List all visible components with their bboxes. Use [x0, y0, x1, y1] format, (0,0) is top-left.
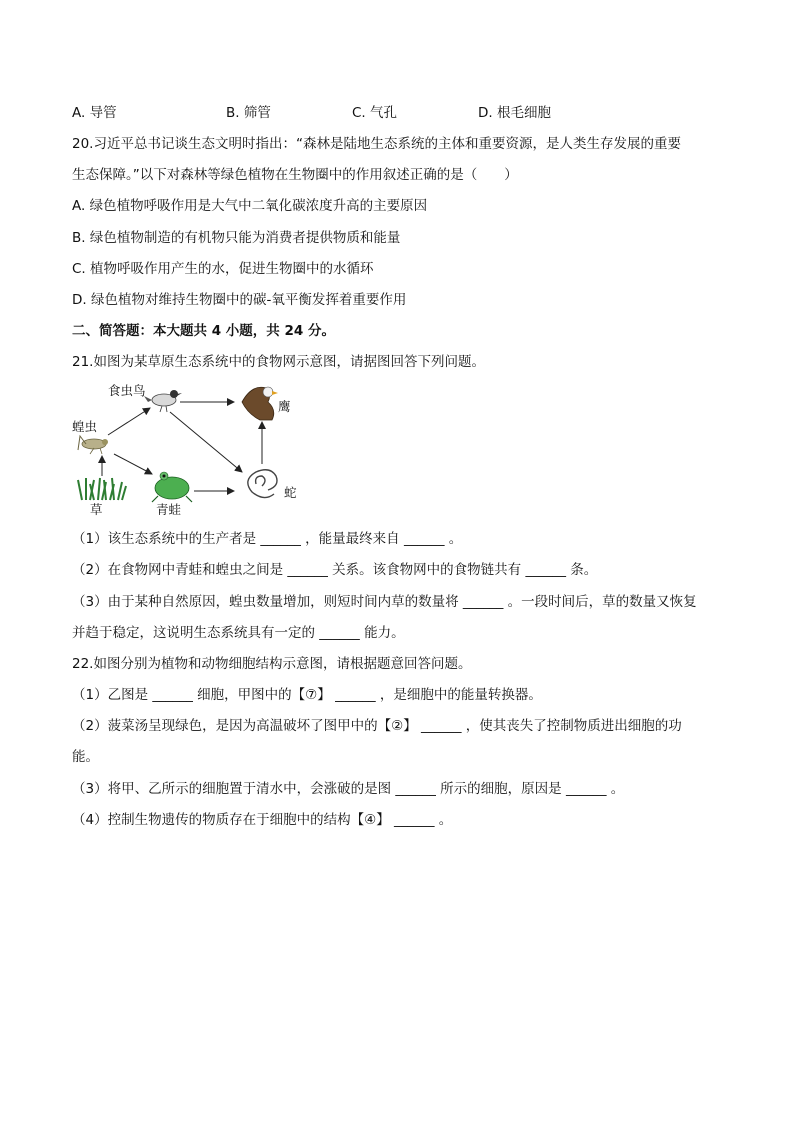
arrow-bird-to-snake: [170, 412, 242, 472]
q20-option-a: A. 绿色植物呼吸作用是大气中二氧化碳浓度升高的主要原因: [72, 198, 428, 214]
q21-stem: 21.如图为某草原生态系统中的食物网示意图，请据图回答下列问题。: [72, 354, 485, 370]
arrow-grasshopper-to-frog: [114, 454, 152, 474]
q20-stem-line1: 20.习近平总书记谈生态文明时指出：“森林是陆地生态系统的主体和重要资源，是人类生存发展的重要: [72, 136, 681, 152]
q22-sub1: （1）乙图是 ______ 细胞，甲图中的【⑦】 ______ ，是细胞中的能量转换器。: [72, 687, 542, 703]
q22-sub2-line1: （2）菠菜汤呈现绿色，是因为高温破坏了图甲中的【②】 ______ ，使其丧失了控制物质进出细胞的功: [72, 718, 682, 734]
q20-option-d: D. 绿色植物对维持生物圈中的碳-氧平衡发挥着重要作用: [72, 292, 407, 308]
q20-option-c: C. 植物呼吸作用产生的水，促进生物圈中的水循环: [72, 261, 374, 277]
q20-stem-line2: 生态保障。”以下对森林等绿色植物在生物圈中的作用叙述正确的是（ ）: [72, 167, 518, 183]
grass-icon: [78, 478, 126, 500]
q19-option-d: D. 根毛细胞: [478, 105, 551, 121]
grasshopper-icon: [78, 436, 108, 454]
q20-option-b: B. 绿色植物制造的有机物只能为消费者提供物质和能量: [72, 230, 401, 246]
q19-option-b: B. 筛管: [226, 105, 271, 121]
q21-sub3-line2: 并趋于稳定，这说明生态系统具有一定的 ______ 能力。: [72, 625, 405, 641]
label-grass: 草: [90, 502, 103, 517]
q19-option-a: A. 导管: [72, 105, 117, 121]
q22-sub2-line2: 能。: [72, 749, 99, 765]
frog-icon: [152, 472, 192, 502]
q21-sub2: （2）在食物网中青蛙和蝗虫之间是 ______ 关系。该食物网中的食物链共有 ______ 条。: [72, 562, 598, 578]
label-bird: 食虫鸟: [108, 383, 146, 398]
snake-icon: [248, 470, 277, 498]
q21-sub1: （1）该生态系统中的生产者是 ______ ，能量最终来自 ______ 。: [72, 531, 463, 547]
q22-sub3: （3）将甲、乙所示的细胞置于清水中，会涨破的是图 ______ 所示的细胞，原因是 ______ 。: [72, 781, 625, 797]
label-eagle: 鹰: [278, 399, 291, 414]
label-frog: 青蛙: [156, 502, 182, 517]
label-snake: 蛇: [284, 485, 297, 500]
section-header: 二、简答题：本大题共 4 小题，共 24 分。: [72, 323, 335, 339]
eagle-icon: [242, 387, 278, 420]
arrow-grasshopper-to-bird: [108, 408, 150, 435]
label-grasshopper: 蝗虫: [72, 419, 98, 434]
q22-sub4: （4）控制生物遗传的物质存在于细胞中的结构【④】 ______ 。: [72, 812, 453, 828]
q19-option-c: C. 气孔: [352, 105, 398, 121]
q22-stem: 22.如图分别为植物和动物细胞结构示意图，请根据题意回答问题。: [72, 656, 472, 672]
food-web-diagram: [72, 380, 312, 520]
q21-sub3-line1: （3）由于某种自然原因，蝗虫数量增加，则短时间内草的数量将 ______ 。一段时间后，草的数量又恢复: [72, 594, 697, 610]
